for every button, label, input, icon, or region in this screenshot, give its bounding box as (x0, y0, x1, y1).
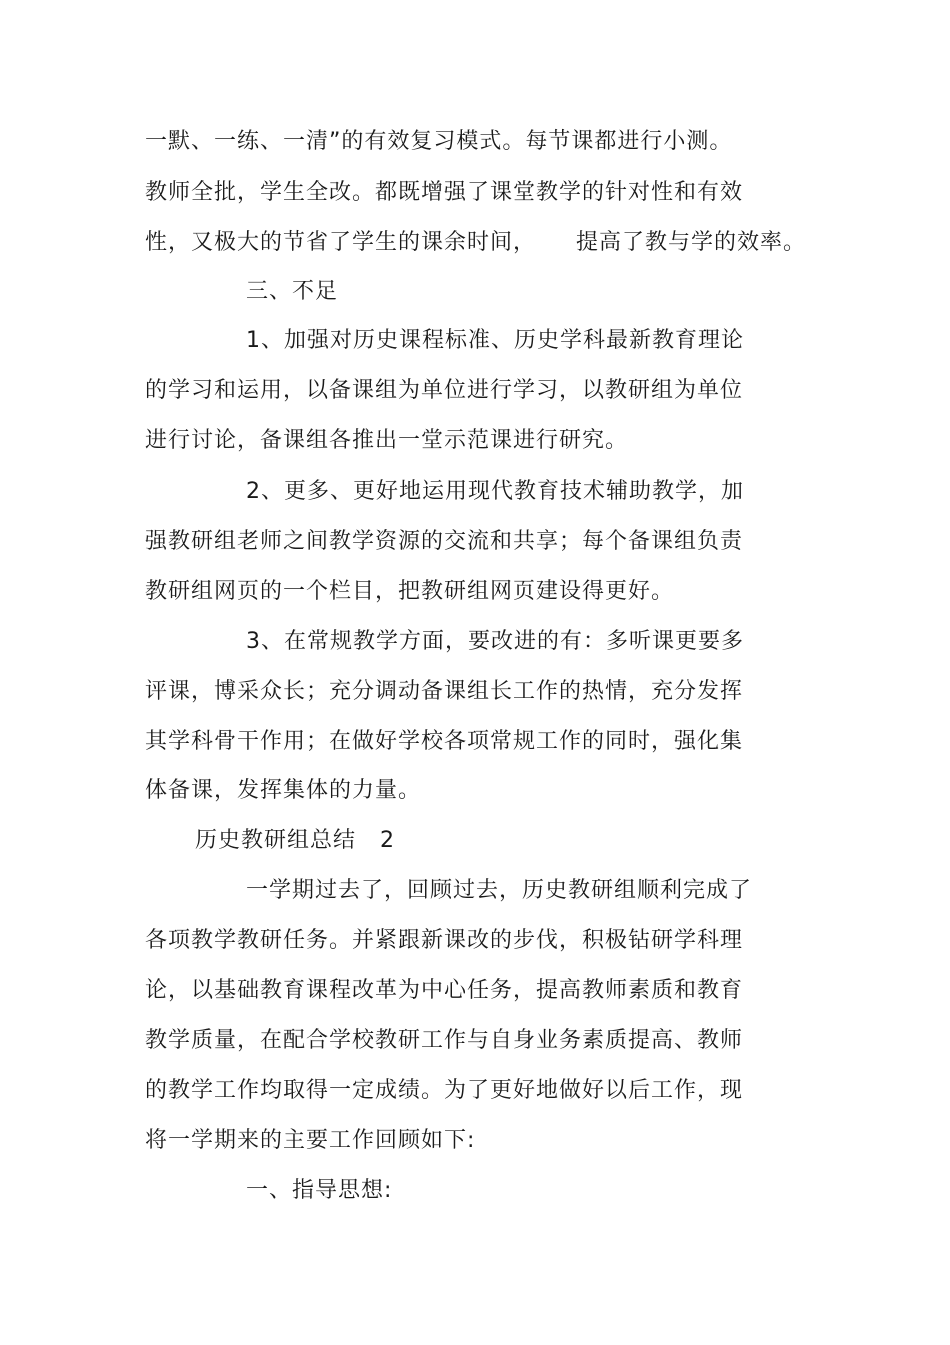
paragraph-line: 其学科骨干作用；在做好学校各项常规工作的同时，强化集 (145, 729, 744, 754)
section-heading: 三、不足 (246, 279, 339, 304)
paragraph-line: 将一学期来的主要工作回顾如下: (145, 1128, 476, 1153)
paragraph-line: 教学质量，在配合学校教研工作与自身业务素质提高、教师 (145, 1028, 744, 1053)
paragraph-line: 的教学工作均取得一定成绩。为了更好地做好以后工作，现 (145, 1078, 744, 1103)
paragraph-line: 性，又极大的节省了学生的课余时间， 提高了教与学的效率。 (145, 230, 806, 255)
paragraph-line: 2、更多、更好地运用现代教育技术辅助教学，加 (246, 479, 744, 504)
paragraph-line: 各项教学教研任务。并紧跟新课改的步伐，积极钻研学科理 (145, 928, 744, 953)
paragraph-line: 教研组网页的一个栏目，把教研组网页建设得更好。 (145, 579, 675, 604)
document-title: 历史教研组总结 2 (195, 828, 395, 853)
paragraph-line: 评课，博采众长；充分调动备课组长工作的热情，充分发挥 (145, 679, 744, 704)
paragraph-line: 教师全批，学生全改。都既增强了课堂教学的针对性和有效 (145, 180, 744, 205)
paragraph-line: 3、在常规教学方面，要改进的有：多听课更要多 (246, 629, 744, 654)
paragraph-line: 论，以基础教育课程改革为中心任务，提高教师素质和教育 (145, 978, 744, 1003)
paragraph-line: 一学期过去了，回顾过去，历史教研组顺利完成了 (246, 878, 753, 903)
paragraph-line: 1、加强对历史课程标准、历史学科最新教育理论 (246, 328, 744, 353)
paragraph-line: 强教研组老师之间教学资源的交流和共享；每个备课组负责 (145, 529, 744, 554)
paragraph-line: 的学习和运用，以备课组为单位进行学习，以教研组为单位 (145, 378, 744, 403)
paragraph-line: 体备课，发挥集体的力量。 (145, 778, 422, 803)
section-heading: 一、指导思想: (246, 1178, 393, 1203)
paragraph-line: 一默、一练、一清”的有效复习模式。每节课都进行小测。 (145, 129, 733, 154)
paragraph-line: 进行讨论，备课组各推出一堂示范课进行研究。 (145, 428, 629, 453)
